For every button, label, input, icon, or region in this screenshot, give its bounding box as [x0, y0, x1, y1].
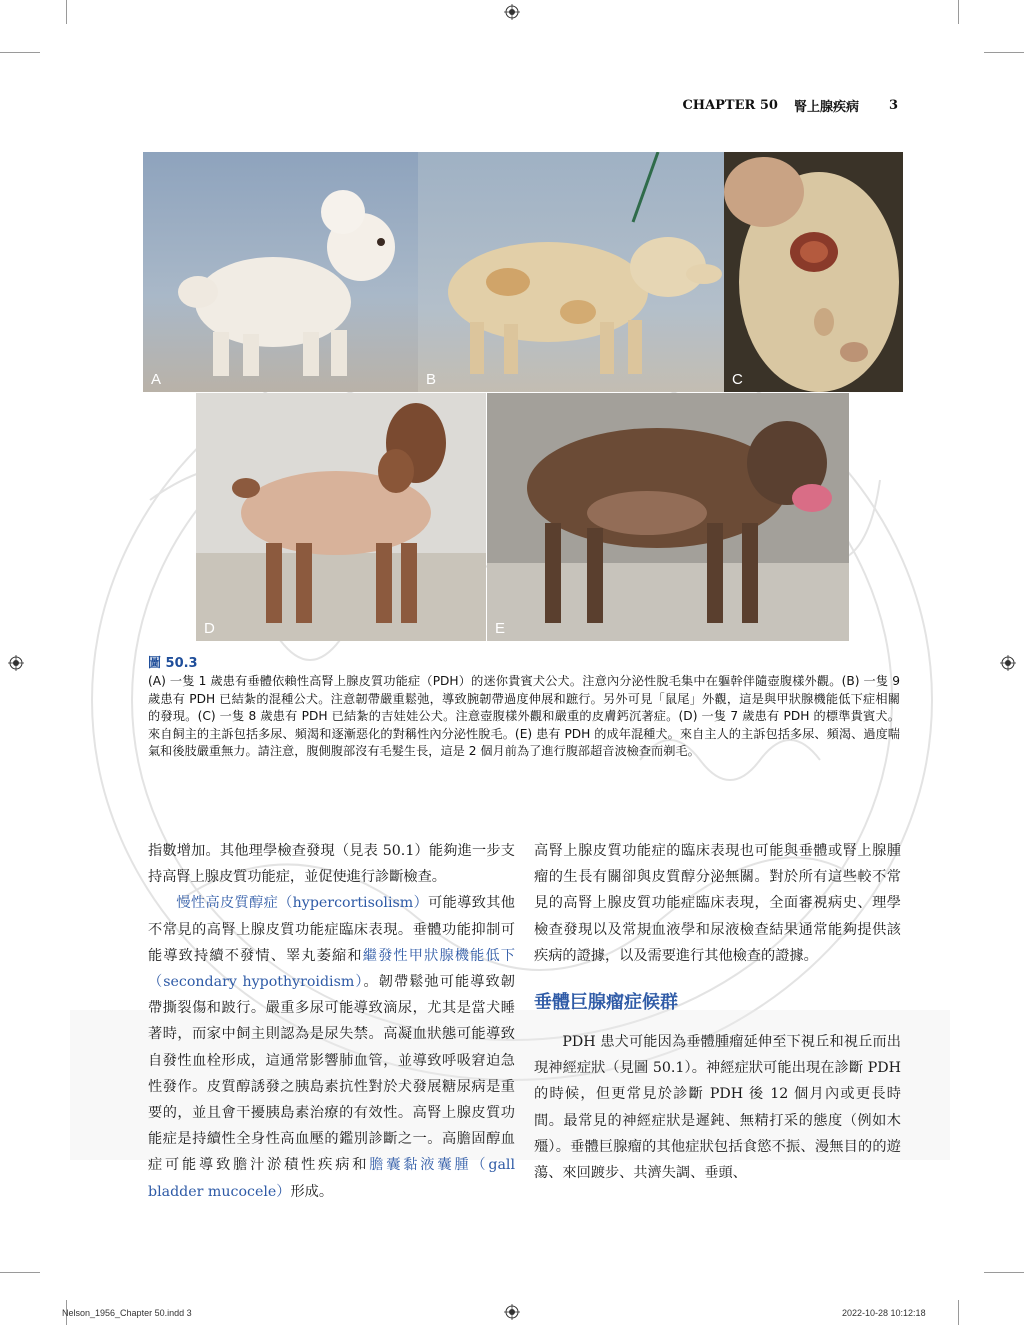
panel-label-c: C	[732, 371, 743, 388]
right-column	[534, 838, 901, 1186]
footer-timestamp: 2022-10-28 10:12:18	[842, 1308, 926, 1318]
figure-panel-d	[196, 393, 486, 641]
registration-mark-icon	[504, 1304, 520, 1320]
crop-mark	[984, 52, 1024, 53]
panel-label-a: A	[151, 371, 162, 388]
chapter-title: 腎上腺疾病	[793, 99, 859, 115]
left-column	[148, 838, 515, 1205]
dog-photo-b-icon	[418, 152, 724, 392]
paragraph-text: 可能導致其他不常見的高腎上腺皮質功能症臨床表現。垂體功能抑制可能導致持續不發情、睪丸萎縮和	[148, 895, 515, 964]
registration-mark-icon	[504, 4, 520, 20]
paragraph-text: 形成。	[290, 1183, 334, 1200]
section-heading: 垂體巨腺瘤症候群	[534, 992, 678, 1014]
crop-mark	[958, 1300, 959, 1325]
crop-mark	[958, 0, 959, 24]
footer-filename: Nelson_1956_Chapter 50.indd 3	[62, 1308, 192, 1318]
figure-caption	[148, 655, 900, 760]
figure-panel-a	[143, 152, 418, 392]
paragraph: 高腎上腺皮質功能症的臨床表現也可能與垂體或腎上腺腫瘤的生長有關卻與皮質醇分泌無關。對於所有這些較不常見的高腎上腺皮質功能症臨床表現，全面審視病史、理學檢查發現以及常規血液學和尿液檢查結果通常能夠提供該疾病的證據，以及需要進行其他檢查的證據。	[534, 843, 901, 964]
dog-photo-e-icon	[487, 393, 849, 641]
glossary-term: 慢性高皮質醇症（hypercortisolism）	[176, 895, 429, 912]
panel-label-e: E	[495, 620, 506, 637]
paragraph: PDH 患犬可能因為垂體腫瘤延伸至下視丘和視丘而出現神經症狀（見圖 50.1）。神經症狀可能出現在診斷 PDH 的時候，但更常見於診斷 PDH 後 12 個月內或更長時間。最常見的神經症狀是遲鈍、無精打采的態度（例如木殭）。垂體巨腺瘤的其他症狀包括食慾不振、漫無目的的遊蕩、來回踱步、共濟失調、垂頭、	[534, 1034, 901, 1182]
dog-photo-a-icon	[143, 152, 418, 392]
crop-mark	[0, 1272, 40, 1273]
page-number: 3	[888, 97, 898, 113]
registration-mark-icon	[1000, 655, 1016, 671]
paragraph-text: 。韌帶鬆弛可能導致韌帶撕裂傷和跛行。嚴重多尿可能導致滴尿，尤其是當犬睡著時，而家中飼主則認為是尿失禁。高凝血狀態可能導致自發性血栓形成，這通常影響肺血管，並導致呼吸窘迫急性發作。皮質醇誘發之胰島素抗性對於犬發展糖尿病是重要的，並且會干擾胰島素治療的有效性。高腎上腺皮質功能症是持續性全身性高血壓的鑑別診斷之一。高膽固醇血症可能導致膽汁淤積性疾病和	[148, 974, 515, 1174]
figure-caption-text: (A) 一隻 1 歲患有垂體依賴性高腎上腺皮質功能症（PDH）的迷你貴賓犬公犬。注意內分泌性脫毛集中在軀幹伴隨壺腹樣外觀。(B) 一隻 9 歲患有 PDH 已結紮的混種公犬。注意韌帶嚴重鬆弛，導致腕韌帶過度伸展和蹠行。另外可見「鼠尾」外觀，這是與甲狀腺機能低下症相關的發現。(C) 一隻 8 歲患有 PDH 已結紮的吉娃娃公犬。注意壺腹樣外觀和嚴重的皮膚鈣沉著症。(D) 一隻 7 歲患有 PDH 的標準貴賓犬。來自飼主的主訴包括多尿、頻渴和逐漸惡化的對稱性內分泌性脫毛。(E) 患有 PDH 的成年混種犬。來自主人的主訴包括多尿、頻渴、過度喘氣和後肢嚴重無力。請注意，腹側腹部沒有毛髮生長，這是 2 個月前為了進行腹部超音波檢查而剃毛。	[148, 674, 900, 759]
running-header	[600, 94, 898, 116]
figure-number: 圖 50.3	[148, 656, 198, 671]
panel-label-b: B	[426, 371, 437, 388]
crop-mark	[0, 52, 40, 53]
skin-photo-c-icon	[724, 152, 903, 392]
panel-label-d: D	[204, 620, 215, 637]
crop-mark	[984, 1272, 1024, 1273]
dog-photo-d-icon	[196, 393, 486, 641]
glossary-term: 膽囊黏液囊腫（gall bladder mucocele）	[148, 1157, 515, 1200]
paragraph	[148, 890, 515, 1204]
registration-mark-icon	[8, 655, 24, 671]
figure-panel-b	[418, 152, 724, 392]
glossary-term: 繼發性甲狀腺機能低下（secondary hypothyroidism）	[148, 947, 515, 991]
chapter-label: CHAPTER 50	[682, 97, 778, 113]
crop-mark	[66, 0, 67, 24]
paragraph: 指數增加。其他理學檢查發現（見表 50.1）能夠進一步支持高腎上腺皮質功能症，並促使進行診斷檢查。	[148, 843, 515, 886]
figure-panel-c	[724, 152, 903, 392]
figure-panel-e	[487, 393, 849, 641]
